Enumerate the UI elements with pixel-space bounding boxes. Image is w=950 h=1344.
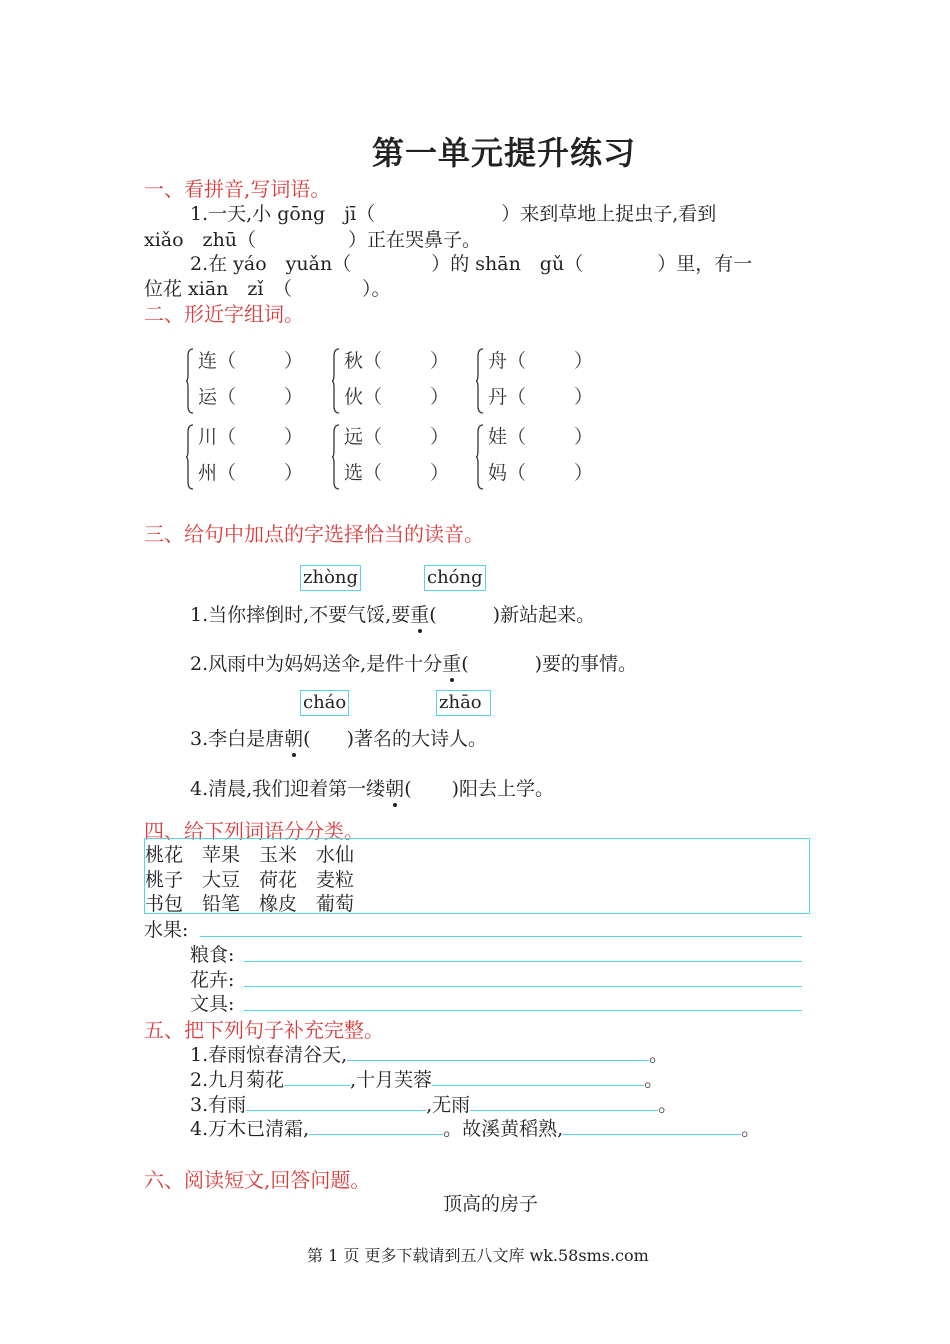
s1-line-3 bbox=[190, 249, 752, 276]
s5-item-4: 4.万木已清霜, 。故溪黄稻熟, 。 bbox=[190, 1118, 761, 1140]
fill-blank[interactable] bbox=[563, 1116, 741, 1135]
s1-line-2-a: xiǎo zhū（ bbox=[144, 229, 257, 251]
s1-line-3-c: ）里，有一 bbox=[657, 253, 753, 275]
answer-line[interactable] bbox=[244, 986, 802, 987]
category-grain-label: 粮食: bbox=[190, 944, 235, 966]
pinyin-option: zhāo bbox=[436, 690, 491, 716]
brace-icon bbox=[186, 424, 194, 490]
pair-char-a: 远 bbox=[344, 426, 364, 448]
fill-blank[interactable] bbox=[284, 1067, 350, 1086]
s1-line-4-b: ）。 bbox=[361, 278, 391, 300]
dotted-char: 重 bbox=[442, 653, 462, 675]
section-6-heading: 六、阅读短文,回答问题。 bbox=[144, 1168, 371, 1192]
story-title: 顶高的房子 bbox=[443, 1193, 539, 1215]
s1-line-2 bbox=[144, 225, 481, 252]
s1-line-1-b: ）来到草地上捉虫子,看到 bbox=[501, 203, 717, 225]
pinyin-option: chóng bbox=[424, 565, 486, 591]
s1-line-3-b: ）的 shān gǔ（ bbox=[431, 253, 584, 275]
fill-blank[interactable] bbox=[347, 1042, 649, 1061]
brace-icon bbox=[476, 348, 484, 414]
s1-line-3-a: 2.在 yáo yuǎn（ bbox=[190, 253, 352, 275]
s5-item-2: 2.九月菊花 ,十月芙蓉 。 bbox=[190, 1069, 664, 1091]
page-footer: 第 1 页 更多下载请到五八文库 wk.58sms.com bbox=[307, 1246, 649, 1265]
pair-char-b: 伙 bbox=[344, 386, 364, 408]
answer-line[interactable] bbox=[200, 936, 802, 937]
fill-blank[interactable] bbox=[309, 1116, 443, 1135]
pair-char-b: 运 bbox=[198, 386, 218, 408]
s3-question-2: 2.风雨中为妈妈送伞,是件十分重( )要的事情。 bbox=[190, 653, 638, 675]
s1-line-4-a: 位花 xiān zǐ （ bbox=[144, 278, 292, 300]
pair-char-b: 州 bbox=[198, 462, 218, 484]
brace-icon bbox=[476, 424, 484, 490]
category-fruit-label: 水果: bbox=[144, 919, 189, 941]
s1-line-4 bbox=[144, 274, 391, 301]
word-bank-row: 桃花 苹果 玉米 水仙 bbox=[145, 844, 355, 866]
category-flower-label: 花卉: bbox=[190, 969, 235, 991]
dotted-char: 朝 bbox=[284, 728, 304, 750]
pair-char-b: 丹 bbox=[488, 386, 508, 408]
section-3-heading: 三、给句中加点的字选择恰当的读音。 bbox=[144, 522, 484, 546]
fill-blank[interactable] bbox=[246, 1092, 426, 1111]
pinyin-option: zhòng bbox=[300, 565, 361, 591]
dotted-char: 重 bbox=[410, 604, 430, 626]
pair-char-b: 妈 bbox=[488, 462, 508, 484]
section-2-heading: 二、形近字组词。 bbox=[144, 302, 304, 326]
fill-blank[interactable] bbox=[432, 1067, 644, 1086]
pair-char-a: 川 bbox=[198, 426, 218, 448]
page-title: 第一单元提升练习 bbox=[372, 134, 637, 172]
pair-char-a: 秋 bbox=[344, 350, 364, 372]
s5-item-1: 1.春雨惊春清谷天, 。 bbox=[190, 1044, 669, 1066]
pair-char-a: 娃 bbox=[488, 426, 508, 448]
dotted-char: 朝 bbox=[385, 778, 405, 800]
category-stationery-label: 文具: bbox=[190, 993, 235, 1015]
word-bank-row: 桃子 大豆 荷花 麦粒 bbox=[145, 869, 355, 891]
s5-item-3: 3.有雨 ,无雨 。 bbox=[190, 1094, 678, 1116]
s1-line-2-b: ）正在哭鼻子。 bbox=[348, 229, 482, 251]
pinyin-option: cháo bbox=[300, 690, 349, 716]
section-1-heading: 一、看拼音,写词语。 bbox=[144, 177, 331, 201]
section-4-heading: 四、给下列词语分分类。 bbox=[144, 819, 364, 843]
pair-char-a: 舟 bbox=[488, 350, 508, 372]
answer-line[interactable] bbox=[244, 1010, 802, 1011]
pair-char-a: 连 bbox=[198, 350, 218, 372]
pair-char-b: 选 bbox=[344, 462, 364, 484]
s3-question-4: 4.清晨,我们迎着第一缕朝( )阳去上学。 bbox=[190, 778, 555, 800]
word-bank-row: 书包 铅笔 橡皮 葡萄 bbox=[145, 893, 355, 915]
fill-blank[interactable] bbox=[470, 1092, 658, 1111]
s1-line-1 bbox=[190, 199, 716, 226]
brace-icon bbox=[332, 424, 340, 490]
section-5-heading: 五、把下列句子补充完整。 bbox=[144, 1018, 384, 1042]
brace-icon bbox=[332, 348, 340, 414]
s3-question-3: 3.李白是唐朝( )著名的大诗人。 bbox=[190, 728, 487, 750]
answer-line[interactable] bbox=[244, 961, 802, 962]
s1-line-1-a: 1.一天,小 gōng jī（ bbox=[190, 203, 376, 225]
s3-question-1: 1.当你摔倒时,不要气馁,要重( )新站起来。 bbox=[190, 604, 596, 626]
brace-icon bbox=[186, 348, 194, 414]
